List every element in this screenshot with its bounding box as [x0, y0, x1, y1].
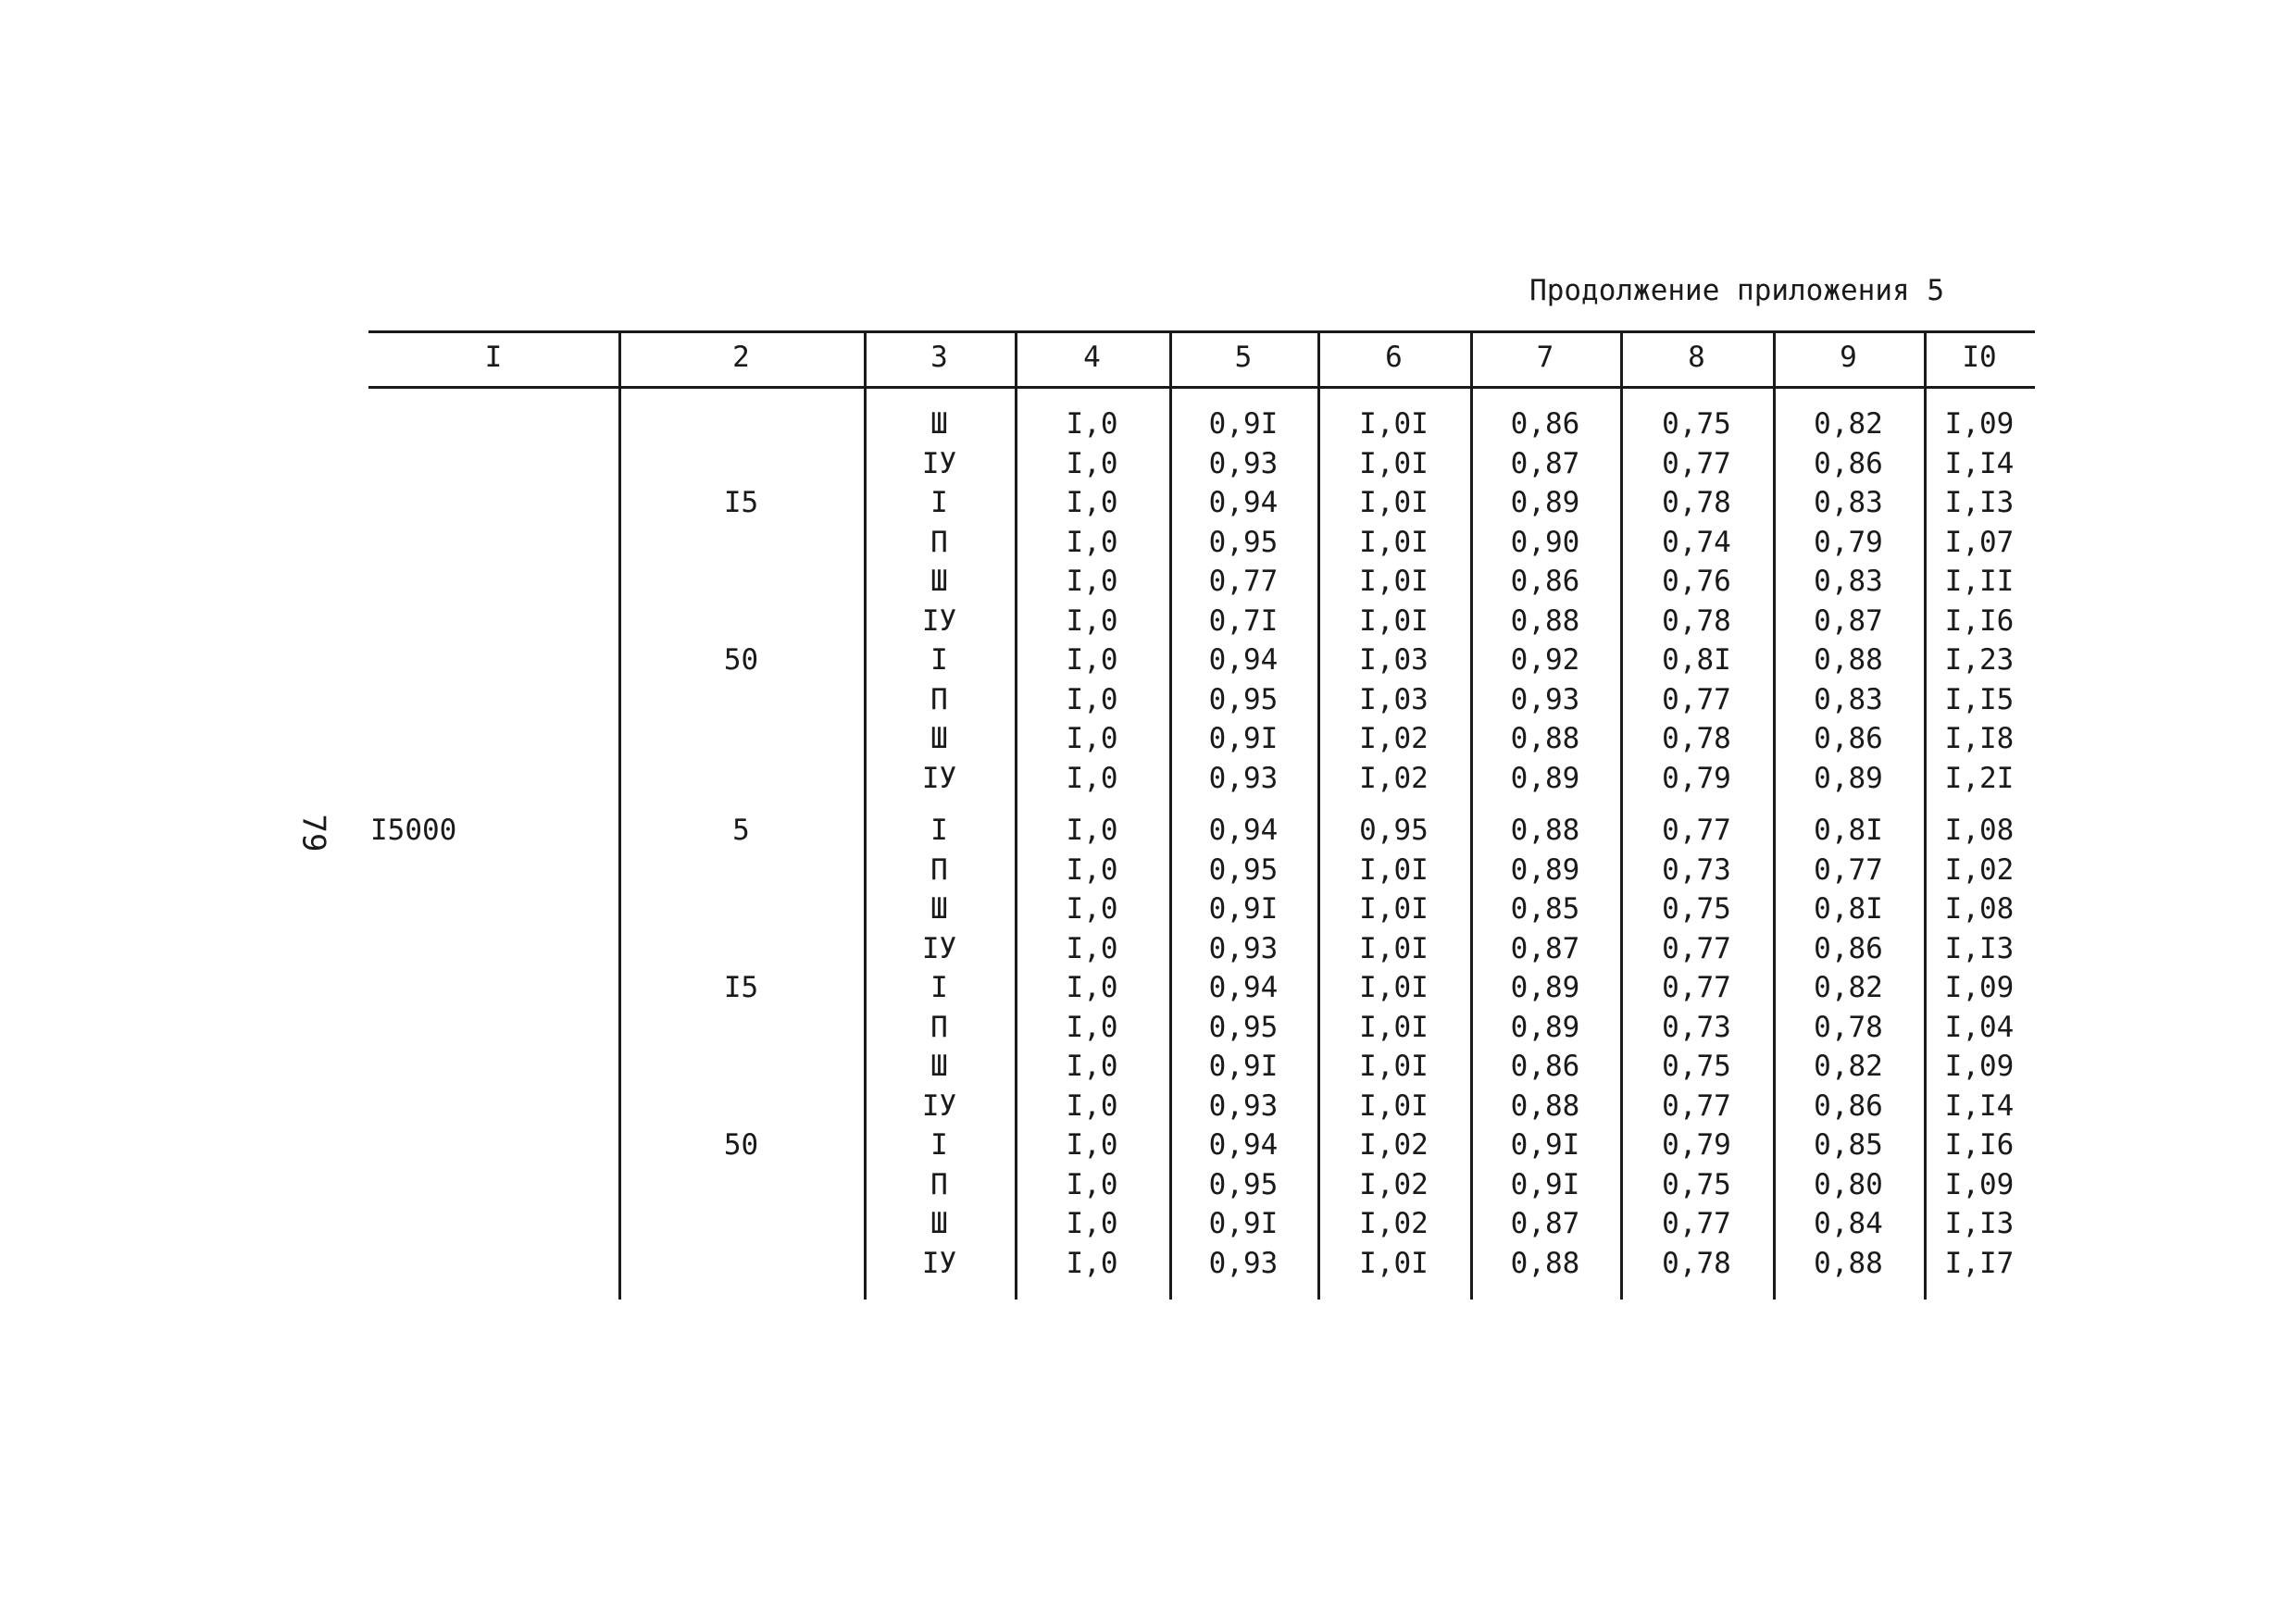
- table-cell: 0,75: [1662, 407, 1731, 441]
- table-cell: I,0: [1066, 1246, 1118, 1280]
- table-cell: 0,80: [1814, 1167, 1883, 1201]
- table-cell: I,03: [1359, 643, 1429, 677]
- table-cell: 0,86: [1814, 446, 1883, 480]
- table-cell: 0,8I: [1814, 892, 1883, 926]
- table-cell: Ш: [930, 1207, 948, 1240]
- table-cell: 0,88: [1510, 1246, 1580, 1280]
- table-cell: 0,88: [1510, 722, 1580, 755]
- table-cell: 0,87: [1510, 931, 1580, 965]
- table-cell: I,0: [1066, 852, 1118, 887]
- table-cell: I,0: [1066, 892, 1118, 926]
- table-cell: 0,77: [1814, 852, 1883, 887]
- table-cell: I,0I: [1359, 1088, 1429, 1123]
- table-cell: I,0: [1066, 682, 1118, 716]
- table-cell: Ш: [930, 407, 948, 441]
- table-cell: I,0: [1066, 1207, 1118, 1240]
- table-cell: I: [930, 814, 948, 847]
- table-cell: 0,89: [1510, 971, 1580, 1004]
- table-cell: I,04: [1944, 1010, 2015, 1044]
- table-cell: 0,79: [1814, 525, 1883, 559]
- table-cell: I,23: [1944, 643, 2015, 677]
- table-cell: 0,9I: [1208, 1050, 1279, 1083]
- table-cell: 0,95: [1208, 852, 1279, 887]
- table-cell: 0,78: [1662, 486, 1731, 519]
- table-cell: I,0: [1066, 1088, 1118, 1123]
- group-label: I5000: [370, 814, 457, 847]
- table-cell: 0,86: [1814, 722, 1883, 755]
- table-cell: 0,76: [1662, 565, 1731, 598]
- table-cell: I: [930, 486, 948, 519]
- table-cell: 0,77: [1662, 814, 1731, 847]
- table-cell: 0,93: [1208, 1088, 1279, 1123]
- table-cell: 0,88: [1510, 1088, 1580, 1123]
- table-cell: 0,83: [1814, 682, 1883, 716]
- table-cell: I,II: [1944, 565, 2015, 598]
- table-cell: I,0I: [1359, 446, 1429, 480]
- table-cell: 0,95: [1208, 1010, 1279, 1044]
- table-cell: I,0I: [1359, 971, 1429, 1004]
- table-cell: П: [930, 682, 948, 716]
- table-cell: 0,94: [1208, 643, 1279, 677]
- table-cell: 0,9I: [1510, 1167, 1580, 1201]
- table-cell: I5: [723, 486, 759, 519]
- table-cell: I,0: [1066, 814, 1118, 847]
- table-cell: IУ: [921, 761, 957, 795]
- table-cell: IУ: [921, 446, 957, 480]
- table-cell: I,2I: [1944, 761, 2015, 795]
- table-cell: 0,8I: [1814, 814, 1883, 847]
- table-cell: 0,93: [1208, 1246, 1279, 1280]
- table-cell: 0,95: [1208, 1167, 1279, 1201]
- table-cell: I,0I: [1359, 486, 1429, 519]
- table-cell: I,02: [1359, 1207, 1429, 1240]
- table-cell: 0,93: [1208, 446, 1279, 480]
- table-cell: 0,77: [1208, 565, 1279, 598]
- table-cell: 0,93: [1510, 682, 1580, 716]
- table-cell: 0,8I: [1662, 643, 1731, 677]
- table-cell: 0,89: [1510, 852, 1580, 887]
- table-cell: I,0I: [1359, 407, 1429, 441]
- table-cell: 0,88: [1510, 814, 1580, 847]
- table-cell: I,0: [1066, 525, 1118, 559]
- column-header: I0: [1962, 341, 1997, 374]
- column-header: 3: [930, 341, 948, 374]
- table-cell: 50: [723, 643, 759, 677]
- table-cell: 0,87: [1814, 603, 1883, 638]
- table-cell: I,09: [1944, 1050, 2015, 1083]
- table-cell: 5: [732, 814, 750, 847]
- table-cell: 0,89: [1814, 761, 1883, 795]
- table-cell: I,0: [1066, 1010, 1118, 1044]
- table-cell: 0,84: [1814, 1207, 1883, 1240]
- table-cell: I,0: [1066, 1167, 1118, 1201]
- table-cell: I,I4: [1944, 1088, 2015, 1123]
- column-header: I: [484, 341, 503, 374]
- table-cell: Ш: [930, 565, 948, 598]
- table-cell: 0,82: [1814, 971, 1883, 1004]
- table-cell: 0,94: [1208, 1128, 1279, 1162]
- table-cell: 0,86: [1510, 565, 1580, 598]
- table-cell: I,02: [1944, 852, 2015, 887]
- table-cell: 0,94: [1208, 486, 1279, 519]
- table-cell: 0,95: [1359, 814, 1429, 847]
- table-cell: 0,89: [1510, 486, 1580, 519]
- table-cell: 0,85: [1814, 1128, 1883, 1162]
- table-cell: I,0: [1066, 761, 1118, 795]
- table-cell: 0,94: [1208, 814, 1279, 847]
- table-cell: 0,77: [1662, 971, 1731, 1004]
- table-cell: 0,73: [1662, 852, 1731, 887]
- table-cell: 0,93: [1208, 761, 1279, 795]
- table-cell: 0,92: [1510, 643, 1580, 677]
- column-header: 6: [1385, 341, 1403, 374]
- table-cell: 0,95: [1208, 682, 1279, 716]
- column-header: 4: [1083, 341, 1101, 374]
- table-cell: 0,85: [1510, 892, 1580, 926]
- table-cell: 0,73: [1662, 1010, 1731, 1044]
- table-cell: I,0I: [1359, 1010, 1429, 1044]
- table-cell: 0,82: [1814, 1050, 1883, 1083]
- table-cell: I,08: [1944, 814, 2015, 847]
- table-cell: 0,89: [1510, 761, 1580, 795]
- table-cell: 0,79: [1662, 1128, 1731, 1162]
- table-cell: I,02: [1359, 761, 1429, 795]
- table-cell: I: [930, 971, 948, 1004]
- table-cell: I,0: [1066, 1128, 1118, 1162]
- table-cell: П: [930, 525, 948, 559]
- table-cell: 0,9I: [1208, 407, 1279, 441]
- table-cell: 0,86: [1814, 931, 1883, 965]
- table-cell: I,0: [1066, 931, 1118, 965]
- table-cell: 0,74: [1662, 525, 1731, 559]
- table-cell: I,I5: [1944, 682, 2015, 716]
- table-cell: I,0: [1066, 565, 1118, 598]
- table-cell: I,I4: [1944, 446, 2015, 480]
- table-cell: I,I6: [1944, 1128, 2015, 1162]
- table-cell: 0,9I: [1208, 722, 1279, 755]
- column-header: 5: [1234, 341, 1253, 374]
- table-cell: I,09: [1944, 407, 2015, 441]
- table-cell: IУ: [921, 603, 957, 638]
- table-cell: I,03: [1359, 682, 1429, 716]
- table-cell: 0,77: [1662, 1207, 1731, 1240]
- table-cell: I,0: [1066, 407, 1118, 441]
- table-cell: IУ: [921, 1088, 957, 1123]
- table-cell: 0,93: [1208, 931, 1279, 965]
- table-cell: 0,75: [1662, 1050, 1731, 1083]
- table-cell: П: [930, 1010, 948, 1044]
- table-cell: П: [930, 852, 948, 887]
- table-cell: I,0I: [1359, 931, 1429, 965]
- table-cell: 0,77: [1662, 1088, 1731, 1123]
- table-cell: I,0I: [1359, 1050, 1429, 1083]
- table-cell: 0,75: [1662, 1167, 1731, 1201]
- table-cell: 0,88: [1510, 603, 1580, 638]
- table-cell: I,0: [1066, 971, 1118, 1004]
- table-caption: Продолжение приложения 5: [1529, 274, 1944, 307]
- table-cell: I,I3: [1944, 1207, 2015, 1240]
- table-cell: Ш: [930, 892, 948, 926]
- table-cell: I,0I: [1359, 565, 1429, 598]
- table-cell: I,07: [1944, 525, 2015, 559]
- table-cell: I,0: [1066, 603, 1118, 638]
- table-cell: Ш: [930, 1050, 948, 1083]
- table-cell: 0,94: [1208, 971, 1279, 1004]
- table-cell: 0,83: [1814, 565, 1883, 598]
- table-cell: I,09: [1944, 1167, 2015, 1201]
- table-cell: I,0I: [1359, 525, 1429, 559]
- table-cell: I,0: [1066, 643, 1118, 677]
- table-cell: 0,9I: [1510, 1128, 1580, 1162]
- table-cell: I: [930, 643, 948, 677]
- table-cell: 0,7I: [1208, 603, 1279, 638]
- table-cell: IУ: [921, 931, 957, 965]
- table-cell: 0,90: [1510, 525, 1580, 559]
- table-cell: I,08: [1944, 892, 2015, 926]
- table-cell: 0,79: [1662, 761, 1731, 795]
- column-header: 7: [1536, 341, 1554, 374]
- table-cell: 0,78: [1814, 1010, 1883, 1044]
- column-header: 8: [1688, 341, 1705, 374]
- table-cell: 0,77: [1662, 682, 1731, 716]
- table-cell: 0,75: [1662, 892, 1731, 926]
- table-cell: I,I8: [1944, 722, 2015, 755]
- table-cell: П: [930, 1167, 948, 1201]
- table-cell: 0,88: [1814, 1246, 1883, 1280]
- table-cell: I,0I: [1359, 892, 1429, 926]
- table-cell: I,0: [1066, 722, 1118, 755]
- table-cell: I,0: [1066, 486, 1118, 519]
- table-cell: I,I6: [1944, 603, 2015, 638]
- table-cell: I,0I: [1359, 852, 1429, 887]
- table-cell: 0,82: [1814, 407, 1883, 441]
- table-cell: 0,88: [1814, 643, 1883, 677]
- table-cell: I,0I: [1359, 603, 1429, 638]
- table-cell: 0,86: [1510, 407, 1580, 441]
- table-cell: I: [930, 1128, 948, 1162]
- table-cell: I,I3: [1944, 486, 2015, 519]
- table-cell: 0,9I: [1208, 892, 1279, 926]
- column-header: 2: [732, 341, 750, 374]
- table-cell: 0,77: [1662, 446, 1731, 480]
- table-cell: 0,86: [1814, 1088, 1883, 1123]
- column-header: 9: [1840, 341, 1857, 374]
- table-cell: 0,9I: [1208, 1207, 1279, 1240]
- table-cell: 0,83: [1814, 486, 1883, 519]
- table-cell: 0,78: [1662, 722, 1731, 755]
- table-cell: Ш: [930, 722, 948, 755]
- table-cell: 0,95: [1208, 525, 1279, 559]
- table-cell: I,02: [1359, 722, 1429, 755]
- table-cell: I,09: [1944, 971, 2015, 1004]
- table-cell: I,02: [1359, 1167, 1429, 1201]
- page-number: 79: [294, 814, 332, 852]
- table-cell: 0,78: [1662, 1246, 1731, 1280]
- table-cell: IУ: [921, 1246, 957, 1280]
- table-cell: 0,87: [1510, 446, 1580, 480]
- table-cell: 0,86: [1510, 1050, 1580, 1083]
- table-cell: I,I3: [1944, 931, 2015, 965]
- table-cell: 0,89: [1510, 1010, 1580, 1044]
- table-cell: I,I7: [1944, 1246, 2015, 1280]
- table-cell: I5: [723, 971, 759, 1004]
- table-cell: I,0I: [1359, 1246, 1429, 1280]
- table-cell: I,0: [1066, 446, 1118, 480]
- table-cell: 0,78: [1662, 603, 1731, 638]
- table-cell: 0,87: [1510, 1207, 1580, 1240]
- table-cell: 0,77: [1662, 931, 1731, 965]
- table-cell: I,0: [1066, 1050, 1118, 1083]
- table-cell: I,02: [1359, 1128, 1429, 1162]
- table-cell: 50: [723, 1128, 759, 1162]
